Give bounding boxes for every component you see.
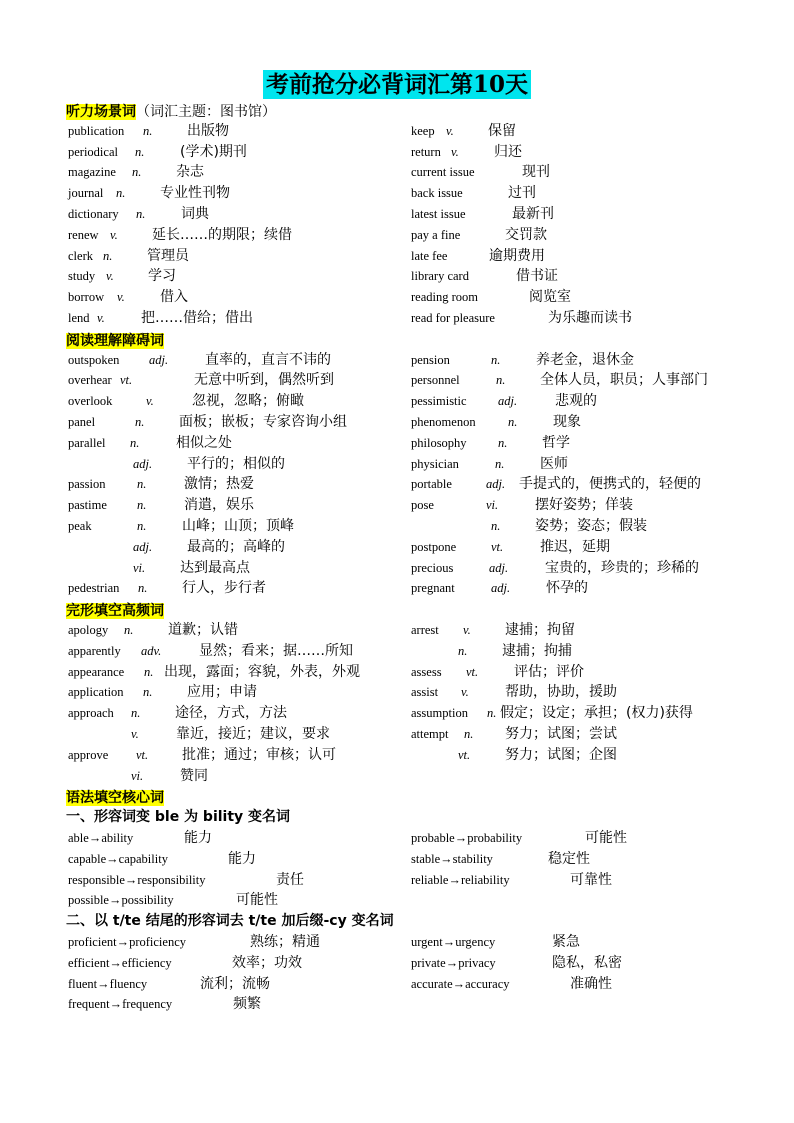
part-of-speech: adv. (141, 643, 162, 658)
part-of-speech: vi. (133, 560, 146, 575)
meaning: 学习 (148, 268, 176, 285)
part-of-speech: n. (116, 186, 126, 201)
reading-row (0, 537, 794, 558)
cloze-row (0, 724, 794, 745)
meaning: 可能性 (236, 892, 278, 909)
meaning: 逮捕；拘留 (505, 622, 575, 638)
word-transform: private→privacy (411, 955, 496, 970)
meaning: 借入 (160, 289, 188, 306)
page-title (0, 66, 794, 99)
meaning: 哲学 (542, 434, 570, 451)
word: personnel (411, 373, 460, 388)
part-of-speech: n. (495, 456, 505, 471)
word: latest issue (411, 207, 466, 221)
word-transform: accurate→accuracy (411, 976, 510, 991)
word: library card (411, 269, 469, 284)
part-of-speech: v. (461, 685, 469, 700)
cloze-row (0, 703, 794, 724)
grammar-row (0, 890, 794, 911)
word: overhear (68, 373, 112, 388)
meaning: 熟练；精通 (250, 934, 320, 950)
word: keep (411, 123, 435, 138)
part-of-speech: n. (144, 664, 154, 679)
meaning: 归还 (494, 143, 522, 160)
meaning: 帮助，协助，援助 (505, 684, 617, 701)
word: assist (411, 685, 439, 700)
meaning: 山峰；山顶；顶峰 (182, 518, 294, 534)
section-reading (66, 329, 164, 352)
meaning: 保留 (488, 122, 516, 139)
meaning: 靠近，接近；建议，要求 (176, 726, 330, 742)
meaning: 消遣，娱乐 (184, 497, 254, 514)
meaning: 道歉；认错 (168, 622, 238, 638)
word: pose (411, 498, 434, 513)
listening-row (0, 121, 794, 142)
meaning: 责任 (276, 871, 304, 888)
part-of-speech: n. (130, 435, 140, 450)
part-of-speech: adj. (489, 560, 509, 575)
meaning: 无意中听到，偶然听到 (194, 372, 334, 389)
part-of-speech: v. (117, 290, 125, 305)
reading-row (0, 391, 794, 412)
word: renew (68, 227, 99, 242)
meaning: 逾期费用 (489, 247, 545, 264)
section-cloze (66, 599, 164, 622)
word: borrow (68, 290, 105, 305)
meaning: 忽视，忽略；俯瞰 (192, 393, 304, 410)
part-of-speech: n. (137, 477, 147, 492)
meaning: 为乐趣而读书 (548, 310, 632, 326)
meaning: 逮捕；拘捕 (502, 642, 572, 659)
reading-row (0, 412, 794, 433)
meaning: 出版物 (187, 122, 229, 139)
meaning: 应用；申请 (187, 684, 257, 701)
word-transform: able→ability (68, 831, 134, 845)
meaning: 行人，步行者 (182, 580, 266, 597)
part-of-speech: adj. (149, 352, 169, 367)
word: assess (411, 664, 442, 679)
part-of-speech: adj. (491, 581, 511, 596)
word: portable (411, 477, 452, 492)
listening-row (0, 246, 794, 267)
word: pedestrian (68, 581, 120, 596)
meaning: 最高的；高峰的 (187, 538, 285, 555)
meaning: 杂志 (176, 164, 204, 181)
part-of-speech: adj. (486, 477, 506, 492)
cloze-row (0, 745, 794, 766)
word: pension (411, 352, 450, 367)
meaning: 假定；设定；承担；(权力)获得 (500, 705, 693, 722)
reading-row (0, 495, 794, 516)
part-of-speech: n. (124, 623, 134, 637)
part-of-speech: v. (106, 269, 114, 284)
meaning: 直率的，直言不讳的 (205, 351, 331, 368)
word-transform: fluent→fluency (68, 976, 148, 991)
meaning: 阅览室 (529, 289, 571, 306)
section-subheading: （词汇主题：图书馆） (136, 104, 276, 120)
part-of-speech: v. (97, 311, 105, 325)
part-of-speech: n. (138, 581, 148, 596)
part-of-speech: n. (487, 706, 497, 721)
cloze-row (0, 620, 794, 641)
grammar-row (0, 953, 794, 974)
meaning: 频繁 (233, 996, 261, 1013)
word: panel (68, 415, 96, 429)
word: pessimistic (411, 394, 467, 409)
word: attempt (411, 727, 449, 741)
meaning: 可能性 (585, 830, 627, 846)
word-transform: frequent→frequency (68, 997, 173, 1012)
page-title-text: 考前抢分必背词汇第10天 (263, 70, 531, 99)
part-of-speech: n. (103, 248, 113, 263)
cloze-row (0, 682, 794, 703)
section-heading: 听力场景词 (66, 104, 136, 120)
word: arrest (411, 623, 439, 637)
part-of-speech: vt. (136, 747, 149, 762)
meaning: 把……借给；借出 (141, 310, 253, 326)
word: precious (411, 560, 454, 575)
word: lend (68, 311, 90, 325)
part-of-speech: n. (464, 727, 474, 741)
grammar-row (0, 870, 794, 891)
listening-row (0, 308, 794, 329)
listening-row (0, 204, 794, 225)
meaning: 全体人员，职员；人事部门 (540, 372, 708, 389)
part-of-speech: n. (508, 415, 518, 429)
cloze-row (0, 641, 794, 662)
listening-row (0, 266, 794, 287)
part-of-speech: v. (463, 623, 471, 637)
meaning: 评估；评价 (514, 663, 584, 680)
grammar-row (0, 932, 794, 953)
grammar-rule: 一、形容词变 ble 为 bility 变名词 (66, 809, 291, 826)
word: reading room (411, 290, 478, 305)
word: periodical (68, 144, 118, 159)
word: current issue (411, 165, 475, 180)
word: phenomenon (411, 415, 476, 429)
meaning: 途径，方式，方法 (175, 705, 287, 722)
meaning: 管理员 (147, 247, 189, 264)
meaning: 现象 (553, 414, 581, 430)
word: appearance (68, 664, 125, 679)
word-transform: responsible→responsibility (68, 872, 206, 887)
word: pregnant (411, 581, 455, 596)
meaning: 养老金，退休金 (536, 351, 634, 368)
word-transform: capable→capability (68, 851, 168, 866)
part-of-speech: n. (491, 519, 501, 533)
meaning: 过刊 (508, 185, 536, 202)
word: approve (68, 747, 109, 762)
meaning: 能力 (228, 850, 256, 867)
word: read for pleasure (411, 311, 495, 325)
reading-row (0, 433, 794, 454)
part-of-speech: adj. (498, 394, 518, 409)
part-of-speech: n. (132, 165, 142, 180)
part-of-speech: n. (498, 435, 508, 450)
grammar-row (0, 828, 794, 849)
word: dictionary (68, 207, 119, 221)
meaning: 平行的；相似的 (187, 455, 285, 472)
word: overlook (68, 394, 113, 409)
meaning: 借书证 (516, 268, 558, 285)
word: peak (68, 519, 92, 533)
word-transform: efficient→efficiency (68, 955, 172, 970)
grammar-rule: 二、以 t/te 结尾的形容词去 t/te 加后缀-cy 变名词 (66, 913, 394, 930)
part-of-speech: n. (491, 352, 501, 367)
word-transform: reliable→reliability (411, 872, 510, 887)
meaning: 摆好姿势；佯装 (535, 497, 633, 514)
word: apparently (68, 643, 121, 658)
meaning: 姿势；姿态；假装 (535, 518, 647, 534)
word: assumption (411, 706, 468, 721)
section-grammar (66, 786, 164, 809)
part-of-speech: vi. (486, 498, 499, 513)
listening-row (0, 287, 794, 308)
part-of-speech: v. (146, 394, 154, 409)
reading-row (0, 474, 794, 495)
word: approach (68, 706, 114, 721)
part-of-speech: n. (136, 207, 146, 221)
word: return (411, 144, 441, 159)
word: passion (68, 477, 106, 492)
reading-row (0, 516, 794, 537)
listening-row (0, 142, 794, 163)
word-transform: urgent→urgency (411, 935, 496, 949)
word: postpone (411, 539, 457, 554)
meaning: 宝贵的，珍贵的；珍稀的 (545, 559, 699, 576)
meaning: 流利；流畅 (200, 975, 270, 992)
part-of-speech: n. (137, 519, 147, 533)
meaning: 努力；试图；尝试 (505, 726, 617, 742)
meaning: 激情；热爱 (184, 476, 254, 493)
reading-row (0, 350, 794, 371)
word: outspoken (68, 352, 120, 367)
word-transform: possible→possibility (68, 893, 174, 908)
part-of-speech: adj. (133, 539, 153, 554)
listening-row (0, 183, 794, 204)
reading-row (0, 558, 794, 579)
section-heading: 语法填空核心词 (66, 790, 164, 807)
part-of-speech: v. (131, 727, 139, 741)
meaning: 隐私，私密 (552, 954, 622, 971)
part-of-speech: n. (135, 415, 145, 429)
meaning: 准确性 (570, 975, 612, 992)
word: pay a fine (411, 227, 461, 242)
meaning: 出现，露面；容貌，外表，外观 (164, 663, 360, 680)
part-of-speech: vt. (458, 747, 471, 762)
meaning: 可靠性 (570, 871, 612, 888)
word: physician (411, 456, 459, 471)
part-of-speech: n. (496, 373, 506, 388)
cloze-row (0, 766, 794, 787)
word-transform: stable→stability (411, 851, 493, 866)
section-listening (66, 100, 276, 123)
part-of-speech: adj. (133, 456, 153, 471)
word: back issue (411, 186, 463, 201)
meaning: 批准；通过；审核；认可 (182, 746, 336, 763)
word: magazine (68, 165, 116, 180)
meaning: 相似之处 (176, 434, 232, 451)
part-of-speech: vi. (131, 768, 144, 783)
cloze-row (0, 662, 794, 683)
meaning: 悲观的 (555, 393, 597, 410)
meaning: 达到最高点 (180, 559, 250, 576)
word: late fee (411, 248, 448, 263)
word: pastime (68, 498, 107, 513)
meaning: 紧急 (552, 934, 580, 950)
meaning: 专业性刊物 (160, 185, 230, 202)
part-of-speech: n. (143, 123, 153, 138)
reading-row (0, 578, 794, 599)
part-of-speech: vt. (491, 539, 504, 554)
meaning: 医师 (540, 455, 568, 472)
grammar-row (0, 974, 794, 995)
meaning: 推迟，延期 (540, 538, 610, 555)
word: study (68, 269, 96, 284)
listening-row (0, 162, 794, 183)
grammar-row (0, 849, 794, 870)
meaning: 面板；嵌板；专家咨询小组 (179, 414, 347, 430)
listening-row (0, 225, 794, 246)
part-of-speech: n. (143, 685, 153, 700)
section-heading: 完形填空高频词 (66, 603, 164, 620)
part-of-speech: n. (137, 498, 147, 513)
part-of-speech: v. (110, 227, 118, 242)
word: apology (68, 623, 109, 637)
meaning: 怀孕的 (546, 580, 588, 597)
part-of-speech: v. (446, 123, 454, 138)
meaning: 努力；试图；企图 (505, 746, 617, 763)
word: journal (68, 186, 104, 201)
meaning: 赞同 (180, 767, 208, 784)
word: clerk (68, 248, 93, 263)
reading-row (0, 454, 794, 475)
part-of-speech: n. (458, 643, 468, 658)
meaning: 交罚款 (505, 226, 547, 243)
reading-row (0, 370, 794, 391)
word: parallel (68, 435, 106, 450)
meaning: 最新刊 (512, 206, 554, 222)
meaning: 稳定性 (548, 850, 590, 867)
word: application (68, 685, 124, 700)
word: publication (68, 123, 125, 138)
part-of-speech: n. (131, 706, 141, 721)
meaning: 显然；看来；据……所知 (199, 642, 353, 659)
meaning: 词典 (181, 206, 209, 222)
meaning: 效率；功效 (232, 954, 302, 971)
word: philosophy (411, 435, 467, 450)
section-heading: 阅读理解障碍词 (66, 332, 164, 349)
part-of-speech: vt. (466, 664, 479, 679)
word-transform: probable→probability (411, 831, 523, 845)
meaning: 手提式的，便携式的，轻便的 (519, 476, 701, 493)
grammar-row (0, 994, 794, 1015)
meaning: 能力 (184, 830, 212, 846)
part-of-speech: n. (135, 144, 145, 159)
part-of-speech: vt. (120, 373, 133, 388)
word-transform: proficient→proficiency (68, 935, 187, 949)
meaning: (学术)期刊 (180, 143, 247, 160)
meaning: 延长……的期限；续借 (152, 226, 292, 243)
meaning: 现刊 (522, 164, 550, 181)
part-of-speech: v. (451, 144, 459, 159)
